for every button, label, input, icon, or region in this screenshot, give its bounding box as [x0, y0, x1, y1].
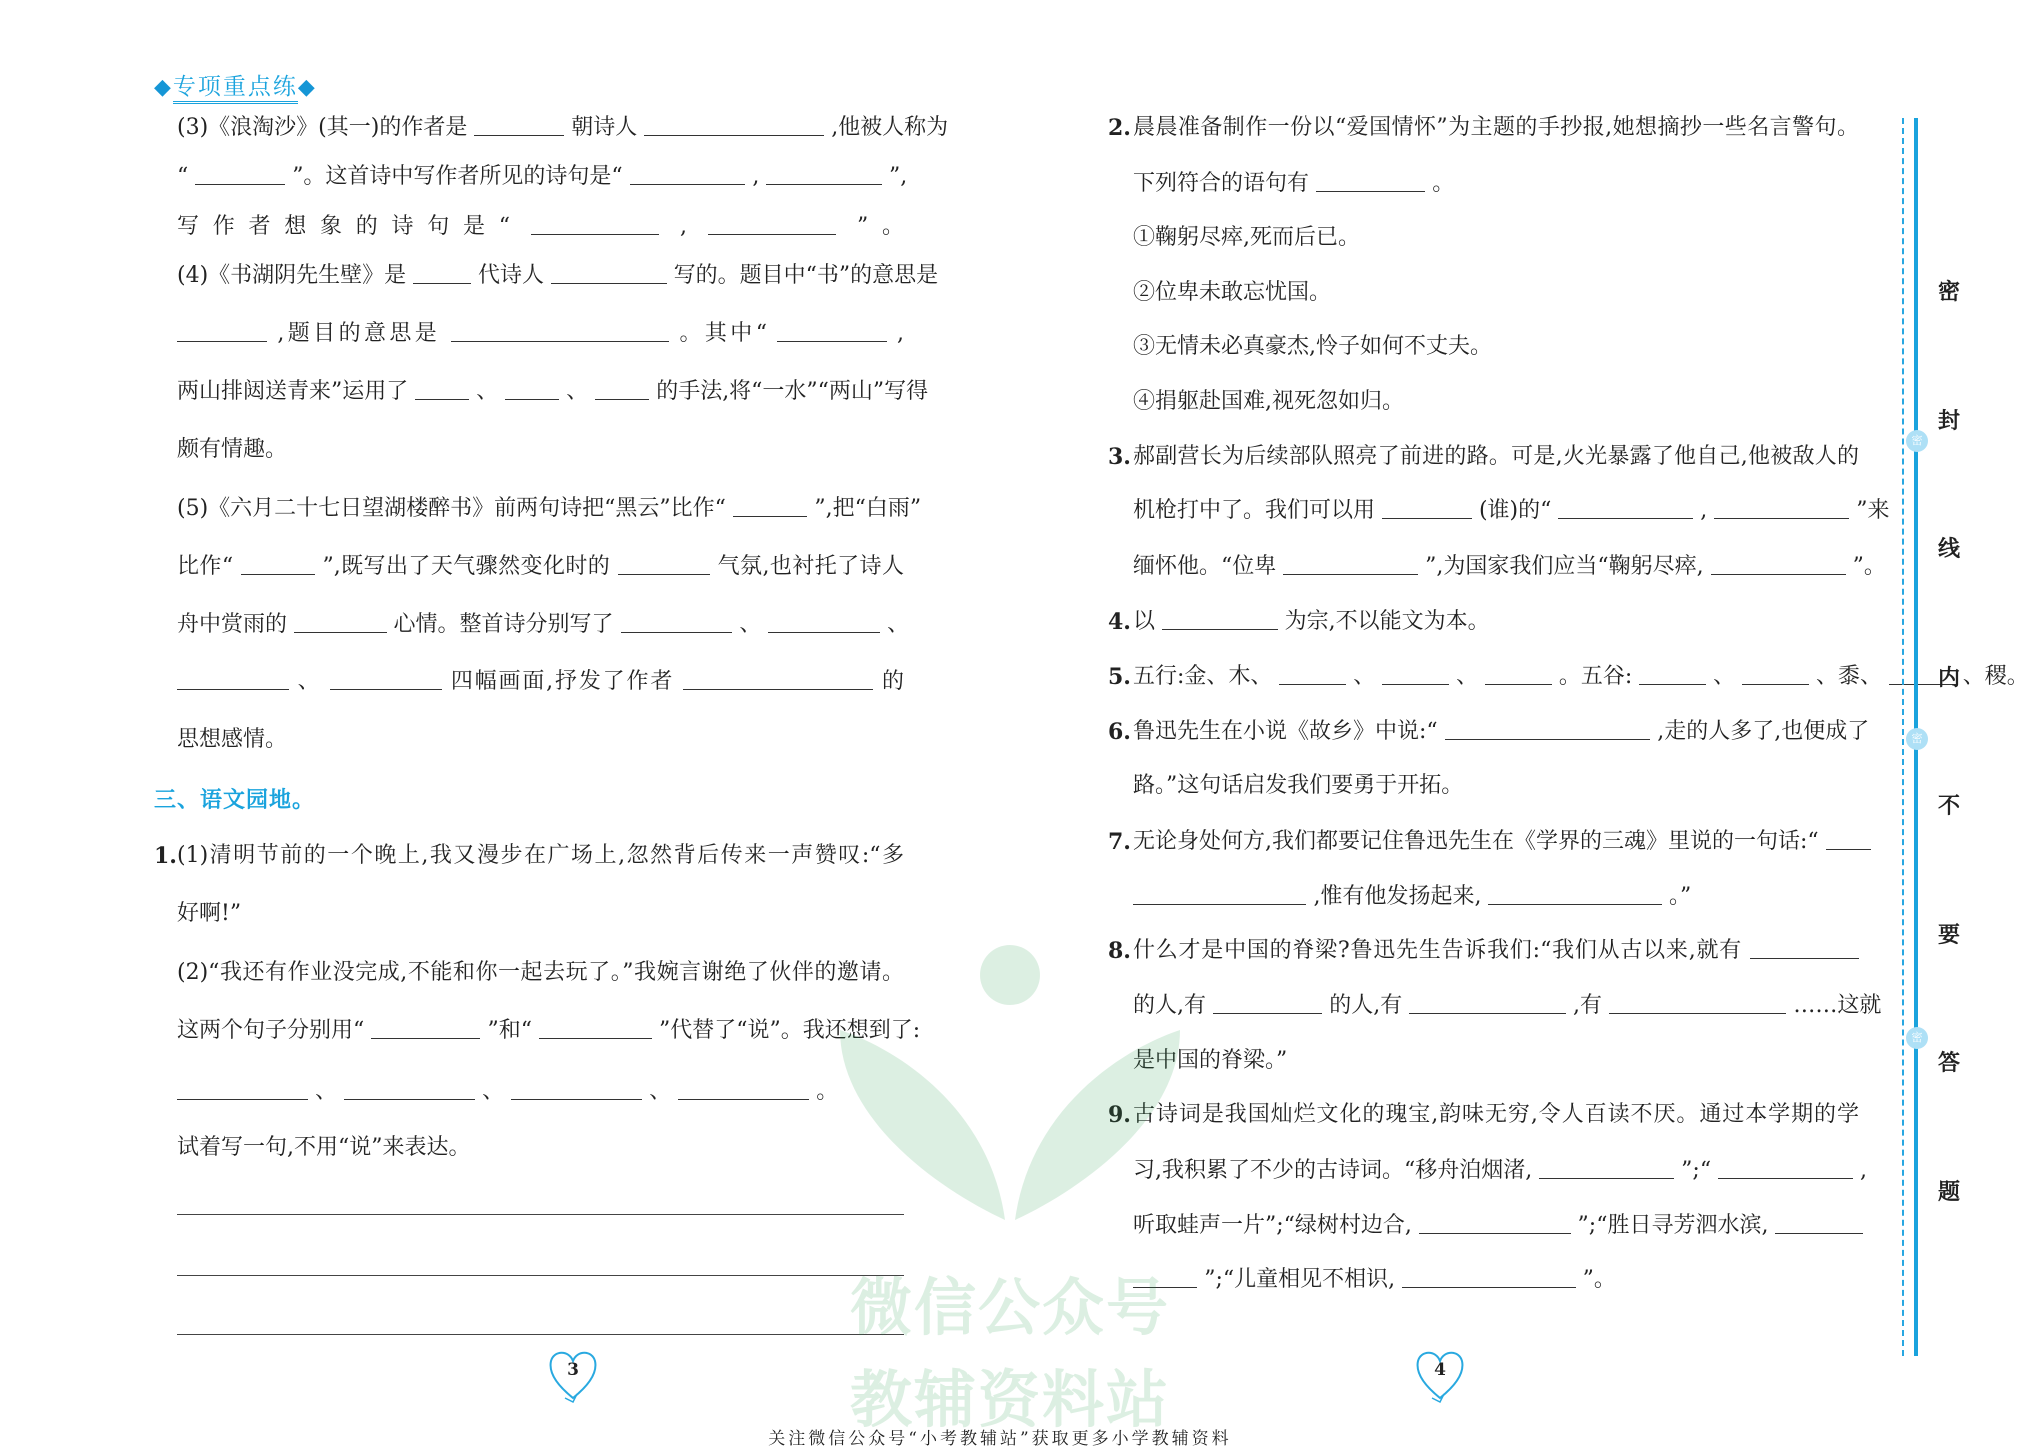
text-segment: ,	[752, 164, 760, 189]
text-segment: 。五谷:	[1558, 664, 1633, 689]
text-segment: (谁)的“	[1478, 498, 1552, 523]
question-number: 1.	[154, 843, 177, 869]
text-line	[177, 1133, 904, 1163]
fill-in-blank[interactable]	[1750, 936, 1859, 959]
fill-in-blank[interactable]	[511, 1077, 642, 1100]
text-segment: 。其中“	[679, 321, 767, 346]
seal-notice-char: 答	[1938, 1050, 1961, 1076]
text-segment: (3)《浪淘沙》(其一)的作者是	[177, 115, 468, 140]
text-line	[177, 113, 949, 143]
text-segment: (1)清明节前的一个晚上,我又漫步在广场上,忽然背后传来一声赞叹:“多	[177, 843, 904, 868]
fill-in-blank[interactable]	[551, 261, 667, 284]
text-segment: ”;“儿童相见不相识,	[1204, 1267, 1396, 1292]
text-segment: 写的。题目中“书”的意思是	[673, 263, 939, 288]
answer-writing-line[interactable]	[177, 1214, 904, 1215]
text-segment: 、	[649, 1079, 672, 1104]
text-segment: (4)《书湖阴先生壁》是	[177, 263, 407, 288]
seal-notice-char: 密	[1938, 279, 1961, 305]
fill-in-blank[interactable]	[1485, 662, 1552, 685]
text-segment: ,惟有他发扬起来,	[1313, 884, 1482, 909]
fill-in-blank[interactable]	[595, 377, 649, 400]
fill-in-blank[interactable]	[344, 1077, 475, 1100]
text-segment: ③无情未必真豪杰,怜子如何不丈夫。	[1133, 334, 1492, 359]
footer-notice: 关注微信公众号“小考教辅站”获取更多小学教辅资料	[768, 1429, 1232, 1449]
text-line	[1133, 1211, 1859, 1241]
fill-in-blank[interactable]	[1609, 991, 1786, 1014]
seal-notice-char: 题	[1938, 1179, 1961, 1205]
fill-in-blank[interactable]	[1558, 496, 1693, 519]
fill-in-blank[interactable]	[1419, 1211, 1571, 1234]
diamond-icon: ◆	[154, 75, 173, 100]
fill-in-blank[interactable]	[1162, 607, 1278, 630]
fill-in-blank[interactable]	[330, 667, 442, 690]
text-segment: ”代替了“说”。我还想到了:	[659, 1018, 921, 1043]
text-segment: 比作“	[177, 554, 234, 579]
fill-in-blank[interactable]	[644, 113, 824, 136]
answer-writing-line[interactable]	[177, 1334, 904, 1335]
text-segment: 的人,有	[1329, 993, 1403, 1018]
text-line	[1133, 442, 1859, 472]
text-segment: ”。这首诗中写作者所见的诗句是“	[292, 164, 623, 189]
text-line	[177, 958, 904, 988]
question-number: 5.	[1108, 664, 1131, 690]
fill-in-blank[interactable]	[1718, 1156, 1853, 1179]
text-segment: 两山排闼送青来”运用了	[177, 379, 409, 404]
text-segment: ,他被人称为	[831, 115, 949, 140]
text-segment: ”,	[888, 164, 908, 189]
text-line	[1133, 1156, 1867, 1186]
fill-in-blank[interactable]	[539, 1016, 652, 1039]
fill-in-blank[interactable]	[1714, 496, 1849, 519]
text-segment: 心情。整首诗分别写了	[393, 612, 614, 637]
text-line	[177, 899, 904, 929]
fill-in-blank[interactable]	[1382, 662, 1449, 685]
section-title: 三、语文园地。	[154, 787, 316, 813]
text-segment: 、	[739, 612, 762, 637]
text-segment: 路。”这句话启发我们要勇于开拓。	[1133, 773, 1464, 798]
seal-notice-char: 内	[1938, 665, 1961, 691]
text-segment: ”。	[1852, 554, 1886, 579]
text-segment: 晨晨准备制作一份以“爱国情怀”为主题的手抄报,她想摘抄一些名言警句。	[1133, 115, 1859, 140]
text-segment: 、	[482, 1079, 505, 1104]
text-line	[1133, 332, 1859, 362]
answer-writing-line[interactable]	[177, 1275, 904, 1276]
text-segment: ”来	[1856, 498, 1890, 523]
text-segment: “	[177, 164, 189, 189]
text-line	[1133, 717, 1870, 747]
text-segment: 、	[887, 612, 910, 637]
text-segment: 、	[297, 669, 322, 694]
fill-in-blank[interactable]	[618, 552, 711, 575]
fill-in-blank[interactable]	[1639, 662, 1706, 685]
text-segment: 写作者想象的诗句是“	[177, 214, 510, 239]
text-line	[1133, 827, 1859, 857]
fill-in-blank[interactable]	[1488, 882, 1661, 905]
text-segment: 四幅画面,抒发了作者	[450, 669, 675, 694]
text-segment: 。”	[1668, 884, 1692, 909]
text-segment: ”。	[1582, 1267, 1616, 1292]
fill-in-blank[interactable]	[768, 610, 880, 633]
text-segment: ,有	[1572, 993, 1602, 1018]
seal-dot-icon: 密	[1906, 1027, 1928, 1049]
text-line	[1133, 882, 1859, 912]
text-line	[177, 435, 904, 465]
fill-in-blank[interactable]	[1445, 717, 1651, 740]
text-segment: ①鞠躬尽瘁,死而后已。	[1133, 225, 1360, 250]
text-line	[1133, 662, 2029, 692]
text-segment: ,	[896, 321, 904, 346]
seal-notice-char: 要	[1938, 922, 1961, 948]
text-segment: ”;“胜日寻芳泗水滨,	[1577, 1213, 1769, 1238]
text-segment: 、黍、	[1815, 664, 1882, 689]
text-line	[177, 667, 904, 697]
text-line	[1133, 278, 1859, 308]
text-segment: 以	[1133, 609, 1156, 634]
text-line	[177, 1077, 904, 1107]
page-number-badge	[545, 1346, 601, 1406]
question-number: 3.	[1108, 444, 1131, 470]
text-line	[177, 212, 904, 242]
text-segment: 这两个句子分别用“	[177, 1018, 365, 1043]
fill-in-blank[interactable]	[413, 261, 471, 284]
fill-in-blank[interactable]	[371, 1016, 480, 1039]
text-line	[177, 841, 904, 871]
text-segment: 缅怀他。“位卑	[1133, 554, 1277, 579]
text-segment: 古诗词是我国灿烂文化的瑰宝,韵味无穷,令人百读不厌。通过本学期的学	[1133, 1102, 1859, 1127]
watermark-text-1: 微信公众号	[849, 1271, 1170, 1344]
page-number-badge	[1412, 1346, 1468, 1406]
fill-in-blank[interactable]	[177, 1077, 308, 1100]
fill-in-blank[interactable]	[1382, 496, 1472, 519]
text-segment: ”。	[857, 214, 904, 239]
question-number: 9.	[1108, 1102, 1131, 1128]
text-line	[1133, 223, 1859, 253]
seal-notice-char: 线	[1938, 536, 1961, 562]
seal-dot-icon: 密	[1906, 430, 1928, 452]
text-segment: ”,既写出了天气骤然变化时的	[322, 554, 611, 579]
text-segment: 机枪打中了。我们可以用	[1133, 498, 1376, 523]
fill-in-blank[interactable]	[1402, 1265, 1575, 1288]
fill-in-blank[interactable]	[474, 113, 564, 136]
seal-notice-char: 封	[1938, 408, 1961, 434]
fill-in-blank[interactable]	[505, 377, 559, 400]
fill-in-blank[interactable]	[1775, 1211, 1862, 1234]
question-number: 8.	[1108, 938, 1131, 964]
text-line	[1133, 936, 1859, 966]
fill-in-blank[interactable]	[678, 1077, 809, 1100]
fill-in-blank[interactable]	[1283, 552, 1418, 575]
text-line	[177, 162, 908, 192]
text-segment: 。	[816, 1079, 839, 1104]
fill-in-blank[interactable]	[1742, 662, 1809, 685]
text-segment: 思想感情。	[177, 727, 288, 752]
fill-in-blank[interactable]	[241, 552, 316, 575]
text-line	[1133, 1100, 1859, 1130]
text-line	[177, 725, 904, 755]
seal-dot-icon: 密	[1906, 728, 1928, 750]
text-line	[1133, 496, 1890, 526]
fill-in-blank[interactable]	[195, 162, 285, 185]
text-segment: 下列符合的语句有	[1133, 171, 1310, 196]
fill-in-blank[interactable]	[621, 610, 733, 633]
text-segment: 的	[881, 669, 904, 694]
text-segment: 是中国的脊梁。”	[1133, 1048, 1288, 1073]
fill-in-blank[interactable]	[1213, 991, 1322, 1014]
watermark-text-2: 教辅资料站	[849, 1363, 1170, 1436]
fill-in-blank[interactable]	[708, 212, 837, 235]
fill-in-blank[interactable]	[1539, 1156, 1674, 1179]
text-line	[177, 552, 904, 582]
text-segment: ,走的人多了,也便成了	[1657, 719, 1870, 744]
fill-in-blank[interactable]	[531, 212, 660, 235]
text-segment: 。	[1432, 171, 1455, 196]
fill-in-blank[interactable]	[766, 162, 882, 185]
text-segment: 郝副营长为后续部队照亮了前进的路。可是,火光暴露了他自己,他被敌人的	[1133, 444, 1859, 469]
fill-in-blank[interactable]	[1409, 991, 1566, 1014]
fill-in-blank[interactable]	[777, 319, 886, 342]
text-segment: 习,我积累了不少的古诗词。“移舟泊烟渚,	[1133, 1158, 1533, 1183]
heading-title: 专项重点练	[173, 74, 298, 104]
text-segment: ,	[1700, 498, 1708, 523]
question-number: 2.	[1108, 115, 1131, 141]
text-line	[1133, 113, 1859, 143]
text-segment: ”和“	[487, 1018, 532, 1043]
fill-in-blank[interactable]	[1133, 882, 1306, 905]
text-segment: 试着写一句,不用“说”来表达。	[177, 1135, 471, 1160]
text-line	[1133, 169, 1859, 199]
text-line	[177, 1016, 921, 1046]
page-number: 4	[1434, 1360, 1446, 1380]
text-segment: 听取蛙声一片”;“绿树村边合,	[1133, 1213, 1412, 1238]
text-segment: 气氛,也衬托了诗人	[717, 554, 904, 579]
fill-in-blank[interactable]	[177, 319, 267, 342]
page-number: 3	[567, 1360, 579, 1380]
text-segment: ”,为国家我们应当“鞠躬尽瘁,	[1425, 554, 1704, 579]
text-segment: 的人,有	[1133, 993, 1206, 1018]
text-segment: 朝诗人	[571, 115, 638, 140]
fill-in-blank[interactable]	[177, 667, 289, 690]
text-line	[1133, 771, 1859, 801]
text-segment: ,	[680, 214, 687, 239]
text-segment: 、	[1713, 664, 1736, 689]
fill-in-blank[interactable]	[1316, 169, 1425, 192]
fill-in-blank[interactable]	[294, 610, 387, 633]
text-segment: 、	[566, 379, 589, 404]
fill-in-blank[interactable]	[1133, 1265, 1197, 1288]
text-segment: 、	[476, 379, 499, 404]
text-segment: 鲁迅先生在小说《故乡》中说:“	[1133, 719, 1438, 744]
fill-in-blank[interactable]	[1826, 827, 1871, 850]
fill-in-blank[interactable]	[415, 377, 469, 400]
fill-in-blank[interactable]	[733, 494, 808, 517]
text-line	[1133, 1265, 1859, 1295]
text-line	[177, 319, 904, 349]
text-segment: ,题目的意思是	[277, 321, 441, 346]
question-number: 6.	[1108, 719, 1131, 745]
practice-heading	[154, 68, 317, 101]
fill-in-blank[interactable]	[1279, 662, 1346, 685]
text-line	[1133, 552, 1886, 582]
text-line	[177, 494, 922, 524]
text-segment: ②位卑未敢忘忧国。	[1133, 280, 1332, 305]
fill-in-blank[interactable]	[683, 667, 873, 690]
fill-in-blank[interactable]	[451, 319, 669, 342]
text-segment: 舟中赏雨的	[177, 612, 288, 637]
text-segment: ④捐躯赴国难,视死忽如归。	[1133, 389, 1404, 414]
diamond-icon: ◆	[297, 75, 317, 100]
fill-in-blank[interactable]	[1711, 552, 1846, 575]
text-segment: 的手法,将“一水”“两山”写得	[656, 379, 929, 404]
text-segment: 好啊!”	[177, 901, 242, 926]
text-segment: ”;“	[1681, 1158, 1712, 1183]
text-segment: 为宗,不以能文为本。	[1284, 609, 1490, 634]
text-segment: 颇有情趣。	[177, 437, 288, 462]
binding-dashed-line	[1902, 118, 1904, 1356]
text-line	[177, 610, 910, 640]
text-segment: 无论身处何方,我们都要记住鲁迅先生在《学界的三魂》里说的一句话:“	[1133, 829, 1819, 854]
text-line	[177, 377, 929, 407]
seal-notice-char: 不	[1938, 793, 1961, 819]
text-segment: 五行:金、木、	[1133, 664, 1273, 689]
text-segment: ,	[1860, 1158, 1867, 1183]
text-segment: (2)“我还有作业没完成,不能和你一起去玩了。”我婉言谢绝了伙伴的邀请。	[177, 960, 904, 985]
text-line	[1133, 387, 1859, 417]
question-number: 4.	[1108, 609, 1131, 635]
text-segment: 什么才是中国的脊梁?鲁迅先生告诉我们:“我们从古以来,就有	[1133, 938, 1743, 963]
text-segment: ”,把“白雨”	[814, 496, 922, 521]
text-segment: 、	[315, 1079, 338, 1104]
text-segment: ……这就	[1793, 993, 1882, 1018]
text-segment: 、	[1456, 664, 1479, 689]
text-line	[1133, 607, 1859, 637]
text-line	[177, 261, 939, 291]
question-number: 7.	[1108, 829, 1131, 855]
fill-in-blank[interactable]	[630, 162, 746, 185]
text-line	[1133, 1046, 1859, 1076]
text-segment: 代诗人	[477, 263, 544, 288]
text-segment: 、	[1353, 664, 1376, 689]
text-segment: 、稷。	[1962, 664, 2029, 689]
text-segment: (5)《六月二十七日望湖楼醉书》前两句诗把“黑云”比作“	[177, 496, 726, 521]
text-line	[1133, 991, 1882, 1021]
